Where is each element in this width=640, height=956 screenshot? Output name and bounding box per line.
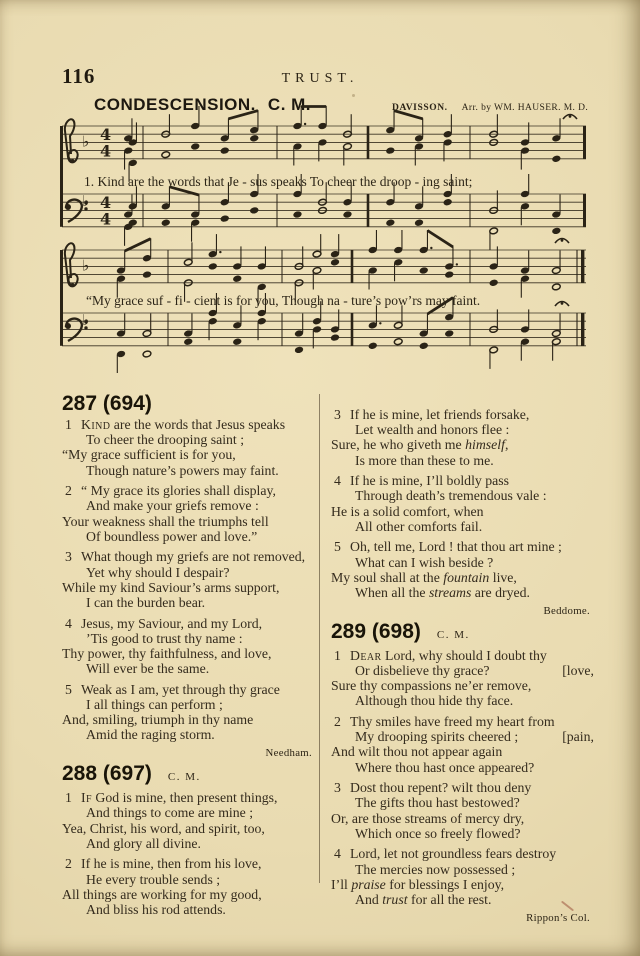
verse-line: Is more than these to me. bbox=[355, 452, 494, 468]
verse-line: Yet why should I despair? bbox=[86, 564, 230, 580]
verse-line: 3 Dost thou repent? wilt thou deny bbox=[331, 780, 594, 795]
verse-number: 3 bbox=[334, 780, 341, 796]
verse-line: And, smiling, triumph in thy name bbox=[62, 712, 254, 728]
verse-line: Will ever be the same. bbox=[86, 661, 210, 677]
verse bbox=[331, 780, 594, 841]
verse-number: 2 bbox=[334, 714, 341, 730]
paper-speck bbox=[352, 94, 355, 97]
verse-line: And make your griefs remove : bbox=[86, 498, 259, 514]
svg-text:4: 4 bbox=[100, 192, 112, 212]
verse-line: [love, Or disbelieve thy grace? bbox=[355, 663, 594, 679]
bass-staff bbox=[62, 313, 586, 346]
verse-line: 2 “ My grace its glories shall display, bbox=[62, 483, 316, 498]
verse bbox=[62, 417, 316, 478]
verse-line: I’ll praise for blessings I enjoy, bbox=[331, 876, 505, 892]
verse-number: 4 bbox=[334, 846, 341, 862]
verse-line: Thy power, thy faithfulness, and love, bbox=[62, 646, 272, 662]
verse-line: 2 If he is mine, then from his love, bbox=[62, 856, 316, 871]
flat-icon: ♭ bbox=[82, 256, 90, 275]
verse-number: 2 bbox=[65, 856, 72, 872]
hymn-heading bbox=[62, 394, 316, 414]
hymn-column-right bbox=[331, 407, 594, 929]
verse bbox=[331, 473, 594, 534]
flat-icon: ♭ bbox=[82, 132, 90, 151]
verse-line: All other comforts fail. bbox=[355, 518, 483, 534]
music-notes bbox=[124, 106, 561, 182]
verse bbox=[62, 790, 316, 851]
verse-line: He every trouble sends ; bbox=[86, 871, 221, 887]
verse-line: 5 Weak as I am, yet through thy grace bbox=[62, 682, 316, 697]
verse-line: 1 If God is mine, then present things, bbox=[62, 790, 316, 805]
verse-line: Sure thy compassions ne’er remove, bbox=[331, 678, 532, 694]
verse-line: Which once so freely flowed? bbox=[355, 825, 521, 841]
hymn-meter: C. M. bbox=[436, 628, 470, 641]
arranger-name: Arr. by WM. HAUSER. M. D. bbox=[461, 103, 589, 113]
verse-number: 1 bbox=[65, 790, 72, 806]
verse-line: Where thou hast once appeared? bbox=[355, 759, 535, 775]
verse-line: And trust for all the rest. bbox=[355, 892, 492, 908]
verse-line: Of boundless power and love.” bbox=[86, 528, 258, 544]
verse-line: 4 Lord, let not groundless fears destroy bbox=[331, 846, 594, 861]
verse-number: 2 bbox=[65, 483, 72, 499]
verse-line: Your weakness shall the triumphs tell bbox=[62, 513, 269, 529]
verse-line: ’Tis good to trust thy name : bbox=[86, 630, 243, 646]
verse-line: I can the burden bear. bbox=[86, 595, 206, 611]
verse-line: [pain, My drooping spirits cheered ; bbox=[355, 729, 594, 745]
time-signature bbox=[100, 193, 111, 228]
verse-line: Through death’s tremendous vale : bbox=[355, 488, 547, 504]
hymn-heading bbox=[62, 764, 316, 787]
svg-text:4: 4 bbox=[100, 124, 112, 144]
verse bbox=[331, 714, 594, 775]
tune-name: CONDESCENSION. bbox=[94, 95, 256, 114]
verse-line: 4 Jesus, my Saviour, and my Lord, bbox=[62, 616, 316, 631]
verse bbox=[62, 483, 316, 544]
fermata-icon bbox=[555, 239, 569, 244]
time-signature bbox=[100, 125, 111, 160]
verse-line: Or, are those streams of mercy dry, bbox=[331, 810, 525, 826]
verse-number: 1 bbox=[65, 417, 72, 432]
verse-line: And glory all divine. bbox=[86, 835, 201, 851]
lyric-line-2: “My grace suf - fi - cient is for you, Though na - ture’s pow’rs may faint. bbox=[86, 293, 481, 308]
verse-line: When all the streams are dryed. bbox=[355, 585, 530, 601]
hymn-column-left bbox=[62, 391, 316, 923]
verse-line: 1 Kind are the words that Jesus speaks bbox=[62, 417, 316, 432]
verse-line: My soul shall at the fountain live, bbox=[331, 569, 517, 585]
verse-number: 4 bbox=[334, 473, 341, 489]
column-divider bbox=[319, 394, 320, 883]
verse-line: To cheer the drooping saint ; bbox=[86, 432, 245, 448]
tune-meter: C. M. bbox=[267, 95, 312, 114]
svg-text:4: 4 bbox=[100, 209, 112, 229]
hymn-number: 287 (694) bbox=[62, 392, 152, 415]
page-number: 116 bbox=[62, 64, 96, 88]
flat-icon: ♭ bbox=[82, 311, 90, 330]
fermata-icon bbox=[563, 115, 577, 120]
verse-line: Let wealth and honors flee : bbox=[355, 422, 510, 438]
attribution: Beddome. bbox=[543, 604, 590, 617]
flat-icon: ♭ bbox=[82, 192, 90, 211]
verse-line: 2 Thy smiles have freed my heart from bbox=[331, 714, 594, 729]
verse-line: The gifts thou hast bestowed? bbox=[355, 795, 520, 811]
hymn-number: 288 (697) bbox=[62, 762, 152, 786]
verse-number: 3 bbox=[65, 549, 72, 565]
verse bbox=[62, 616, 316, 677]
hymn-number: 289 (698) bbox=[331, 619, 421, 643]
verse bbox=[62, 856, 316, 917]
paper-speck bbox=[470, 900, 473, 902]
verse-line: Sure, he who giveth me himself, bbox=[331, 437, 509, 453]
sheet-music bbox=[0, 104, 640, 374]
verse-line: 3 If he is mine, let friends forsake, bbox=[331, 407, 594, 422]
verse-line: The mercies now possessed ; bbox=[355, 861, 516, 877]
verse-line: And wilt thou not appear again bbox=[331, 744, 503, 760]
verse-line: Yea, Christ, his word, and spirit, too, bbox=[62, 820, 265, 836]
hymn-meter: C. M. bbox=[167, 771, 201, 784]
attribution: Needham. bbox=[265, 747, 312, 760]
verse-line: 1 Dear Lord, why should I doubt thy bbox=[331, 648, 594, 663]
verse-line: He is a solid comfort, when bbox=[331, 503, 484, 519]
verse bbox=[331, 648, 594, 709]
verse-line: 5 Oh, tell me, Lord ! that thou art mine ; bbox=[331, 539, 594, 554]
verse bbox=[62, 682, 316, 743]
attribution: Rippon’s Col. bbox=[526, 911, 590, 924]
verse-line: Although thou hide thy face. bbox=[355, 693, 514, 709]
svg-text:4: 4 bbox=[100, 141, 112, 161]
composer-name: DAVISSON. bbox=[392, 103, 448, 113]
verse-line: I all things can perform ; bbox=[86, 697, 223, 713]
verse-line: Though nature’s powers may faint. bbox=[86, 462, 279, 478]
hymn-heading bbox=[331, 619, 594, 645]
verse-number: 3 bbox=[334, 407, 341, 422]
verse-line: And things to come are mine ; bbox=[86, 805, 254, 821]
verse bbox=[331, 846, 594, 907]
verse-line: Amid the raging storm. bbox=[86, 727, 215, 743]
lyric-line-1: 1. Kind are the words that Je - sus speaks To cheer the droop - ing saint; bbox=[84, 174, 473, 189]
verse-number: 5 bbox=[65, 681, 72, 697]
verse-line: 3 What though my griefs are not removed, bbox=[62, 549, 316, 564]
verse-number: 1 bbox=[334, 647, 341, 663]
verse-line: And bliss his rod attends. bbox=[86, 902, 226, 918]
verse bbox=[331, 407, 594, 468]
running-head: TRUST. bbox=[281, 71, 359, 86]
verse-number: 4 bbox=[65, 615, 72, 631]
verse bbox=[62, 549, 316, 610]
verse-line: All things are working for my good, bbox=[62, 886, 262, 902]
verse-line: While my kind Saviour’s arms support, bbox=[62, 579, 280, 595]
verse-number: 5 bbox=[334, 539, 341, 555]
verse-line: “My grace sufficient is for you, bbox=[62, 447, 236, 463]
verse-line: 4 If he is mine, I’ll boldly pass bbox=[331, 473, 594, 488]
verse-line: What can I wish beside ? bbox=[355, 554, 494, 570]
treble-staff bbox=[62, 250, 586, 283]
verse bbox=[331, 539, 594, 600]
